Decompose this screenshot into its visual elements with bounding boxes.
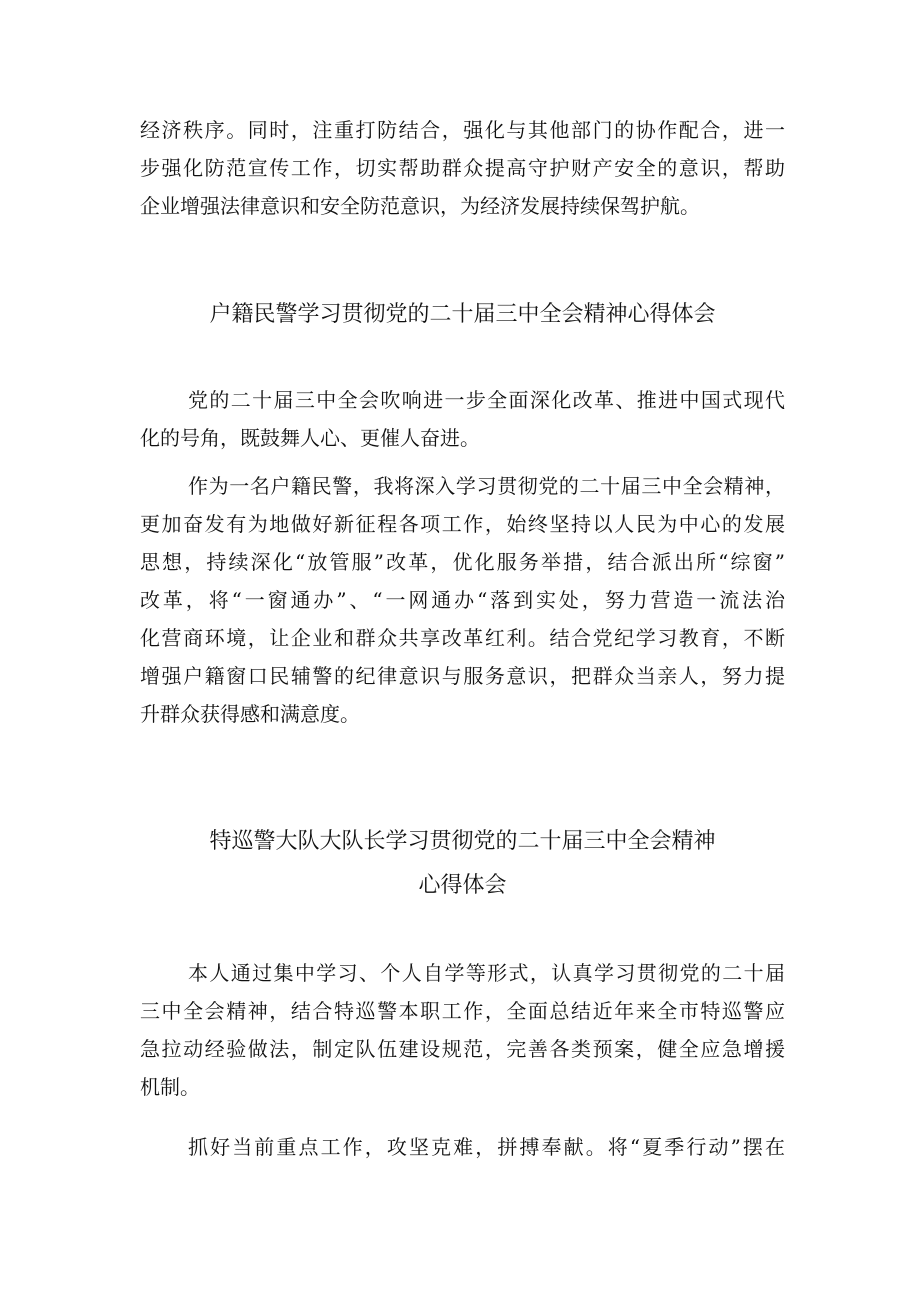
s1p2-line-6: 增强户籍窗口民辅警的纪律意识与服务意识，把群众当亲人，努力提 [140,664,785,688]
section2-title-line-1: 特巡警大队大队长学习贯彻党的二十届三中全会精神 [209,829,716,854]
intro-line-1: 经济秩序。同时，注重打防结合，强化与其他部门的协作配合，进一 [140,118,785,142]
section2-paragraph-1 [140,954,785,1106]
section1-paragraph-1 [140,381,785,457]
s1p2-line-3: 思想，持续深化“放管服”改革，优化服务举措，结合派出所“综窗” [140,550,785,574]
s2p1-line-2: 三中全会精神，结合特巡警本职工作，全面总结近年来全市特巡警应 [140,999,785,1023]
s1p2-line-2: 更加奋发有为地做好新征程各项工作，始终坚持以人民为中心的发展 [140,512,785,536]
section1-title: 户籍民警学习贯彻党的二十届三中全会精神心得体会 [209,302,716,327]
s2p1-line-1: 本人通过集中学习、个人自学等形式，认真学习贯彻党的二十届 [188,961,785,985]
s1p2-line-7: 升群众获得感和满意度。 [140,702,360,726]
section2-paragraph-2 [140,1128,785,1166]
s1p2-line-4: 改革，将“一窗通办”、“一网通办“落到实处，努力营造一流法治 [140,588,785,612]
s1p2-line-5: 化营商环境，让企业和群众共享改革红利。结合党纪学习教育，不断 [140,626,785,650]
section2-title-line-2: 心得体会 [418,873,507,898]
s2p2-line-1: 抓好当前重点工作，攻坚克难，拼搏奉献。将“夏季行动”摆在 [188,1135,785,1159]
intro-paragraph [140,111,785,225]
intro-line-2: 步强化防范宣传工作，切实帮助群众提高守护财产安全的意识，帮助 [140,156,785,180]
intro-line-3: 企业增强法律意识和安全防范意识，为经济发展持续保驾护航。 [140,194,700,218]
s2p1-line-4: 机制。 [140,1075,200,1099]
s1p1-line-2: 化的号角，既鼓舞人心、更催人奋进。 [140,426,480,450]
s1p1-line-1: 党的二十届三中全会吹响进一步全面深化改革、推进中国式现代 [188,388,785,412]
section1-paragraph-2 [140,467,785,733]
s1p2-line-1: 作为一名户籍民警，我将深入学习贯彻党的二十届三中全会精神， [188,474,785,498]
s2p1-line-3: 急拉动经验做法，制定队伍建设规范，完善各类预案，健全应急增援 [140,1037,785,1061]
